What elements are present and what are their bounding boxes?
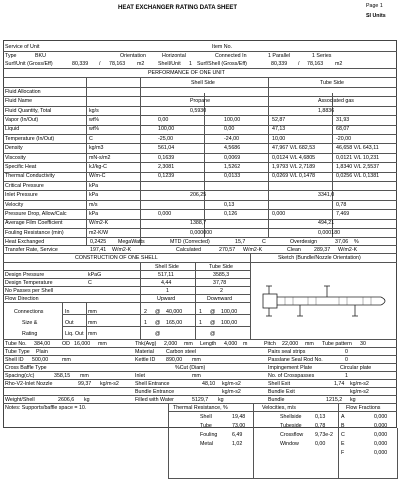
tube-pattern-value: 30 <box>360 341 366 347</box>
design-temp-shell: 4,44 <box>161 280 172 286</box>
rho-v2-value: 99,37 <box>78 381 92 387</box>
tube-type-value: Plain <box>36 349 48 355</box>
crosspasses-value: 1 <box>345 373 348 379</box>
perf-row-label: Vapor (In/Out) <box>5 117 39 123</box>
conn-out-tube-size: 100,00 <box>221 320 238 326</box>
kettle-id-label: Kettle ID <box>135 357 156 363</box>
surf-shell-slash: / <box>298 61 300 67</box>
passlane-label: Passlane Seal Rod No. <box>268 357 323 363</box>
conn-out-shell-count: 1 <box>144 320 147 326</box>
flow-fraction-value: 0,000 <box>374 450 388 456</box>
velocity-row-label: Window <box>280 441 299 447</box>
surf-shell-eff: 78,163 <box>307 61 324 67</box>
flow-fraction-value: 0,000 <box>374 441 388 447</box>
thermal-row-value: 73,00 <box>232 423 246 429</box>
velocity-row-value: 0,78 <box>315 423 326 429</box>
bundle-exit-unit: kg/m-s2 <box>350 389 369 395</box>
shell-exit-unit: kg/m-s2 <box>350 381 369 387</box>
conn-in-tube-size: 100,00 <box>221 309 238 315</box>
perf-row-unit: C <box>89 135 93 142</box>
perf-shell-out: 0,13 <box>224 201 235 208</box>
orientation-label: Orientation <box>120 53 146 59</box>
item-no-label: Item No. <box>212 44 233 50</box>
rho-v2-unit: kg/m-s2 <box>100 381 119 387</box>
velocities-heading: Velocities, m/s <box>262 405 296 411</box>
thermal-row-label: Metal <box>200 441 213 447</box>
pitch-label: Pitch <box>264 341 276 347</box>
thermal-row-label: Fouling <box>200 432 218 438</box>
heat-exchanged-value: 0,2425 <box>90 239 107 245</box>
surf-shell-gross: 80,339 <box>271 61 288 67</box>
velocity-row-value: 0,13 <box>315 414 326 420</box>
conn-out-tube-at: @ <box>210 320 216 326</box>
perf-tube-value: 1,8836 <box>318 107 335 114</box>
perf-tube-out: -20,00 <box>336 135 352 142</box>
bundle-weight-value: 1215,2 <box>326 397 343 403</box>
surf-unit-slash: / <box>99 61 101 67</box>
flow-direction-label: Flow Direction <box>5 296 39 302</box>
perf-shell-out: -24,00 <box>224 135 240 142</box>
cut-label: %Cut (Diam) <box>175 365 206 371</box>
perf-shell-in: 2,3081 <box>158 164 175 170</box>
page-number: Page 1 <box>366 3 383 9</box>
design-temp-tube: 37,78 <box>213 280 227 286</box>
perf-shell-value: 1388,7 <box>190 220 207 227</box>
perf-tube-in: 47,967 V/L 682,53 <box>272 145 316 152</box>
thermal-row-value: 19,48 <box>232 414 246 420</box>
mtd-label: MTD (Corrected) <box>170 239 210 245</box>
perf-shell-in: 561,04 <box>158 145 175 152</box>
perf-row-label: Fluid Name <box>5 98 33 105</box>
perf-row-unit: kPa <box>89 192 99 199</box>
conn-in-shell-size: 40,000 <box>166 309 183 315</box>
perf-shell-out: 0,126 <box>224 211 238 217</box>
perf-row-unit: W/m2-K <box>89 220 109 227</box>
conn-in-shell-at: @ <box>155 309 161 315</box>
design-pressure-unit: kPaG <box>88 272 102 278</box>
heat-exchanged-label: Heat Exchanged <box>5 239 45 245</box>
calculated-value: 270,57 <box>219 247 236 253</box>
transfer-rate-label: Transfer Rate, Service <box>5 247 58 253</box>
velocity-row-label: Tubeside <box>280 423 302 429</box>
thermal-row-value: 1,02 <box>232 441 243 447</box>
passes-tube: 2 <box>220 288 223 294</box>
perf-shell-value: 0,000000 <box>190 229 213 236</box>
type-value: BKU <box>35 53 46 59</box>
perf-shell-side: Shell Side <box>191 80 215 86</box>
size-label: Size & <box>22 320 38 326</box>
weight-shell-value: 2606,6 <box>58 397 75 403</box>
calculated-unit: W/m2-K <box>243 247 263 253</box>
impingement-value: Circular plate <box>340 365 372 371</box>
flow-fraction-label: B <box>341 423 345 429</box>
connections-label: Connections <box>14 309 44 315</box>
perf-shell-in: 0,000 <box>158 211 172 217</box>
perf-shell-out: 4,5686 <box>224 145 241 152</box>
kettle-id-value: 890,00 <box>166 357 183 363</box>
construction-heading: CONSTRUCTION OF ONE SHELL <box>75 255 158 261</box>
orientation-value: Horizontal <box>162 53 186 59</box>
perf-tube-in: 0,000 <box>272 211 286 217</box>
perf-row-divider <box>3 181 397 182</box>
conn-out-mm: mm <box>88 320 97 326</box>
bundle-weight-unit: kg <box>350 397 356 403</box>
perf-row-unit: W/m-C <box>89 173 106 180</box>
flow-direction-shell: Upward <box>157 296 176 302</box>
passlane-value: 0 <box>345 357 348 363</box>
clean-label: Clean <box>287 247 301 253</box>
passes-label: No Passes per Shell <box>5 288 53 294</box>
surf-unit-unit: m2 <box>137 61 145 67</box>
shell-entrance-value: 48,10 <box>202 381 216 387</box>
rho-v2-label: Rho-V2-Inlet Nozzle <box>5 381 53 387</box>
pairs-seal-value: 0 <box>345 349 348 355</box>
tube-no-label: Tube No. <box>5 341 27 347</box>
shell-unit-label: Shell/Unit <box>158 61 181 67</box>
perf-tube-out: 68,07 <box>336 126 350 133</box>
cross-baffle-label: Cross Baffle Type <box>5 365 47 371</box>
design-temp-label: Design Temperature <box>5 280 53 286</box>
thermal-resistance-heading: Thermal Resistance, % <box>173 405 228 411</box>
overdesign-label: Overdesign <box>290 239 318 245</box>
thk-unit: mm <box>184 341 193 347</box>
weight-shell-label: Weight/Shell <box>5 397 35 403</box>
od-unit: mm <box>98 341 107 347</box>
flow-fraction-value: 0,000 <box>374 414 388 420</box>
design-pressure-shell: 517,11 <box>158 272 174 278</box>
perf-tube-in: 0,0269 V/L 0,1478 <box>272 173 316 180</box>
perf-tube-value: 0,000180 <box>318 229 341 236</box>
perf-row-label: Velocity <box>5 201 24 208</box>
bundle-weight-label: Bundle <box>268 397 285 403</box>
clean-value: 289,37 <box>314 247 331 253</box>
perf-row-label: Critical Pressure <box>5 182 44 189</box>
perf-shell-out: 0,0133 <box>224 173 241 180</box>
flow-direction-tube: Downward <box>207 296 233 302</box>
perf-row-unit: m2-K/W <box>89 229 109 236</box>
velocity-row-value: 9,73e-2 <box>315 432 333 438</box>
overdesign-unit: % <box>354 239 359 245</box>
flow-fraction-label: E <box>341 441 345 447</box>
perf-row-unit: wt% <box>89 117 100 123</box>
heat-exchanged-unit: MegaWatts <box>118 239 145 245</box>
perf-tube-out: 0,78 <box>336 201 347 208</box>
od-value: 16,000 <box>74 341 91 347</box>
length-unit: m <box>243 341 248 347</box>
surf-unit-label: Surf/Unit (Gross/Eff) <box>5 61 53 67</box>
perf-shell-value: 0,5930 <box>190 107 207 114</box>
conn-liq-mm: mm <box>88 331 97 337</box>
crosspasses-label: No. of Crosspasses <box>268 373 315 379</box>
perf-row-label: Liquid <box>5 126 20 133</box>
perf-shell-in: -25,00 <box>158 135 174 142</box>
od-label: OD <box>62 341 70 347</box>
perf-row-label: Density <box>5 145 23 152</box>
velocity-row-label: Shellside <box>280 414 302 420</box>
perf-shell-in: 100,00 <box>158 126 175 133</box>
conn-out-shell-size: 165,00 <box>166 320 183 326</box>
weight-shell-unit: kg <box>84 397 90 403</box>
rating-label: Rating <box>22 331 38 337</box>
thermal-row-label: Shell <box>200 414 212 420</box>
shell-entrance-label: Shell Entrance <box>135 381 170 387</box>
perf-row-label: Thermal Conductivity <box>5 173 55 180</box>
perf-tube-out: 7,469 <box>336 211 350 217</box>
perf-row-unit: kg/s <box>89 107 99 114</box>
flow-fraction-label: A <box>341 414 345 420</box>
velocity-row-value: 0,00 <box>315 441 326 447</box>
inlet-unit: mm <box>192 373 201 379</box>
shell-id-unit: mm <box>62 357 71 363</box>
velocity-row-label: Crossflow <box>280 432 304 438</box>
material-label: Material <box>135 349 154 355</box>
service-of-unit-label: Service of Unit <box>5 44 40 50</box>
bundle-entrance-unit: kg/m-s2 <box>222 389 241 395</box>
perf-tube-in: 47,13 <box>272 126 286 133</box>
thermal-row-value: 6,49 <box>232 432 243 438</box>
shell-exit-label: Shell Exit <box>268 381 291 387</box>
conn-out-shell-at: @ <box>155 320 161 326</box>
connected-series: 1 Series <box>312 53 332 59</box>
perf-row-unit: m/s <box>89 201 98 208</box>
conn-out-tube-count: 1 <box>199 320 202 326</box>
impingement-label: Impingement Plate <box>268 365 313 371</box>
bundle-nozzle-sketch <box>255 270 393 332</box>
perf-row-unit: kJ/kg-C <box>89 164 107 170</box>
perf-tube-in: 52,87 <box>272 117 286 123</box>
shell-id-label: Shell ID <box>5 357 24 363</box>
calculated-label: Calculated <box>176 247 202 253</box>
conn-liq-tube-at: @ <box>210 331 216 337</box>
tube-no-value: 384,00 <box>34 341 51 347</box>
perf-tube-out: 0,0256 V/L 0,1381 <box>336 173 380 180</box>
perf-shell-out: 100,00 <box>224 117 241 123</box>
surf-shell-label: Surf/Shell (Gross/Eff) <box>197 61 247 67</box>
performance-heading: PERFORMANCE OF ONE UNIT <box>148 70 225 76</box>
perf-row-unit: wt% <box>89 126 100 133</box>
perf-row-unit: kg/m3 <box>89 145 104 152</box>
perf-shell-out: 1,5262 <box>224 164 241 170</box>
perf-row-label: Temperature (In/Out) <box>5 135 55 142</box>
perf-shell-in: 0,1639 <box>158 154 175 161</box>
flow-fraction-value: 0,000 <box>374 423 388 429</box>
transfer-rate-value: 197,41 <box>90 247 107 253</box>
design-temp-unit: C <box>88 280 92 286</box>
conn-out-label: Out <box>65 320 74 326</box>
filled-water-value: 5129,7 <box>192 397 209 403</box>
cons-shell-side: Shell Side <box>155 264 179 270</box>
connected-in-label: Connected In <box>215 53 247 59</box>
perf-shell-in: 0,00 <box>158 117 169 123</box>
inlet-label: Inlet <box>135 373 146 379</box>
tube-type-label: Tube Type <box>5 349 30 355</box>
conn-in-tube-at: @ <box>210 309 216 315</box>
tube-pattern-label: Tube pattern <box>322 341 352 347</box>
pairs-seal-label: Pairs seal strips <box>268 349 306 355</box>
perf-row-unit: kPa <box>89 211 99 217</box>
perf-tube-value: 494,21 <box>318 220 335 227</box>
shell-entrance-unit: kg/m-s2 <box>222 381 241 387</box>
shell-exit-value: 1,74 <box>334 381 345 387</box>
kettle-id-unit: mm <box>192 357 201 363</box>
perf-tube-value: Associated gas <box>318 98 354 105</box>
perf-row-label: Fluid Quantity, Total <box>5 107 52 114</box>
surf-shell-unit: m2 <box>335 61 343 67</box>
notes: Notes: Supports/baffle space = 10. <box>5 405 87 411</box>
spacing-value: 358,15 <box>54 373 71 379</box>
length-label: Length <box>200 341 217 347</box>
spacing-label: Spacing(c/c) <box>5 373 35 379</box>
clean-unit: W/m2-K <box>338 247 358 253</box>
transfer-rate-unit: W/m2-K <box>112 247 132 253</box>
perf-row-label: Fouling Resistance (min) <box>5 229 64 236</box>
conn-liq-shell-at: @ <box>155 331 161 337</box>
sheet-title: HEAT EXCHANGER RATING DATA SHEET <box>118 5 238 11</box>
perf-tube-in: 10,00 <box>272 135 286 142</box>
cons-tube-side: Tube Side <box>209 264 233 270</box>
conn-liq-out-label: Liq. Out <box>65 331 84 337</box>
thk-value: 2,000 <box>164 341 178 347</box>
perf-row-label: Fluid Allocation <box>5 88 41 95</box>
conn-in-label: In <box>65 309 70 315</box>
surf-unit-eff: 78,163 <box>109 61 126 67</box>
thermal-row-label: Tube <box>200 423 212 429</box>
perf-tube-out: 0,0121 V/L 10,231 <box>336 154 380 161</box>
sketch-heading: Sketch (Bundle/Nozzle Orientation) <box>278 255 361 261</box>
conn-in-tube-count: 1 <box>199 309 202 315</box>
spacing-unit: mm <box>80 373 89 379</box>
passes-shell: 1 <box>166 288 169 294</box>
mtd-value: 15,7 <box>235 239 246 245</box>
perf-shell-out: 0,00 <box>224 126 235 133</box>
flow-fractions-heading: Flow Fractions <box>346 405 381 411</box>
perf-shell-value: Propane <box>190 98 211 105</box>
bundle-exit-label: Bundle Exit <box>268 389 295 395</box>
perf-row-divider <box>3 87 397 88</box>
perf-row-unit: kPa <box>89 182 99 189</box>
perf-row-label: Average Film Coefficient <box>5 220 63 227</box>
perf-shell-out: 0,0069 <box>224 154 241 161</box>
conn-in-mm: mm <box>88 309 97 315</box>
perf-shell-value: 206,25 <box>190 192 207 199</box>
material-value: Carbon steel <box>166 349 197 355</box>
flow-fraction-label: F <box>341 450 345 456</box>
perf-tube-side: Tube Side <box>320 80 344 86</box>
pitch-unit: mm <box>305 341 314 347</box>
length-value: 4,000 <box>224 341 238 347</box>
filled-water-unit: kg <box>218 397 224 403</box>
connected-parallel: 1 Parallel <box>268 53 291 59</box>
conn-in-shell-count: 2 <box>144 309 147 315</box>
perf-tube-in: 0,0124 V/L 4,6805 <box>272 154 316 161</box>
perf-row-label: Viscosity <box>5 154 26 161</box>
perf-row-unit: mN-s/m2 <box>89 154 111 161</box>
perf-row-label: Pressure Drop, Allow/Calc <box>5 211 67 217</box>
perf-tube-out: 31,93 <box>336 117 350 123</box>
shell-unit-value: 1 <box>189 61 192 67</box>
filled-water-label: Filled with Water <box>135 397 174 403</box>
perf-row-label: Inlet Pressure <box>5 192 38 199</box>
flow-fraction-label: C <box>341 432 345 438</box>
perf-tube-in: 1,9793 V/L 2,7189 <box>272 164 316 170</box>
perf-row-label: Specific Heat <box>5 164 37 170</box>
perf-shell-in: 0,1239 <box>158 173 175 180</box>
design-pressure-label: Design Pressure <box>5 272 45 278</box>
shell-id-value: 500,00 <box>32 357 49 363</box>
pitch-value: 22,000 <box>282 341 299 347</box>
overdesign-value: 37,06 <box>335 239 349 245</box>
bundle-entrance-label: Bundle Entrance <box>135 389 175 395</box>
mtd-unit: C <box>262 239 266 245</box>
units-label: SI Units <box>366 13 386 19</box>
perf-tube-out: 46,658 V/L 643,11 <box>336 145 379 152</box>
flow-fraction-value: 0,000 <box>374 432 388 438</box>
perf-tube-out: 1,8340 V/L 2,5537 <box>336 164 380 170</box>
design-pressure-tube: 3585,3 <box>213 272 230 278</box>
surf-unit-gross: 80,339 <box>72 61 89 67</box>
thk-label: Thk(Avg) <box>135 341 157 347</box>
perf-tube-value: 3341,0 <box>318 192 335 199</box>
type-label: Type <box>5 53 17 59</box>
